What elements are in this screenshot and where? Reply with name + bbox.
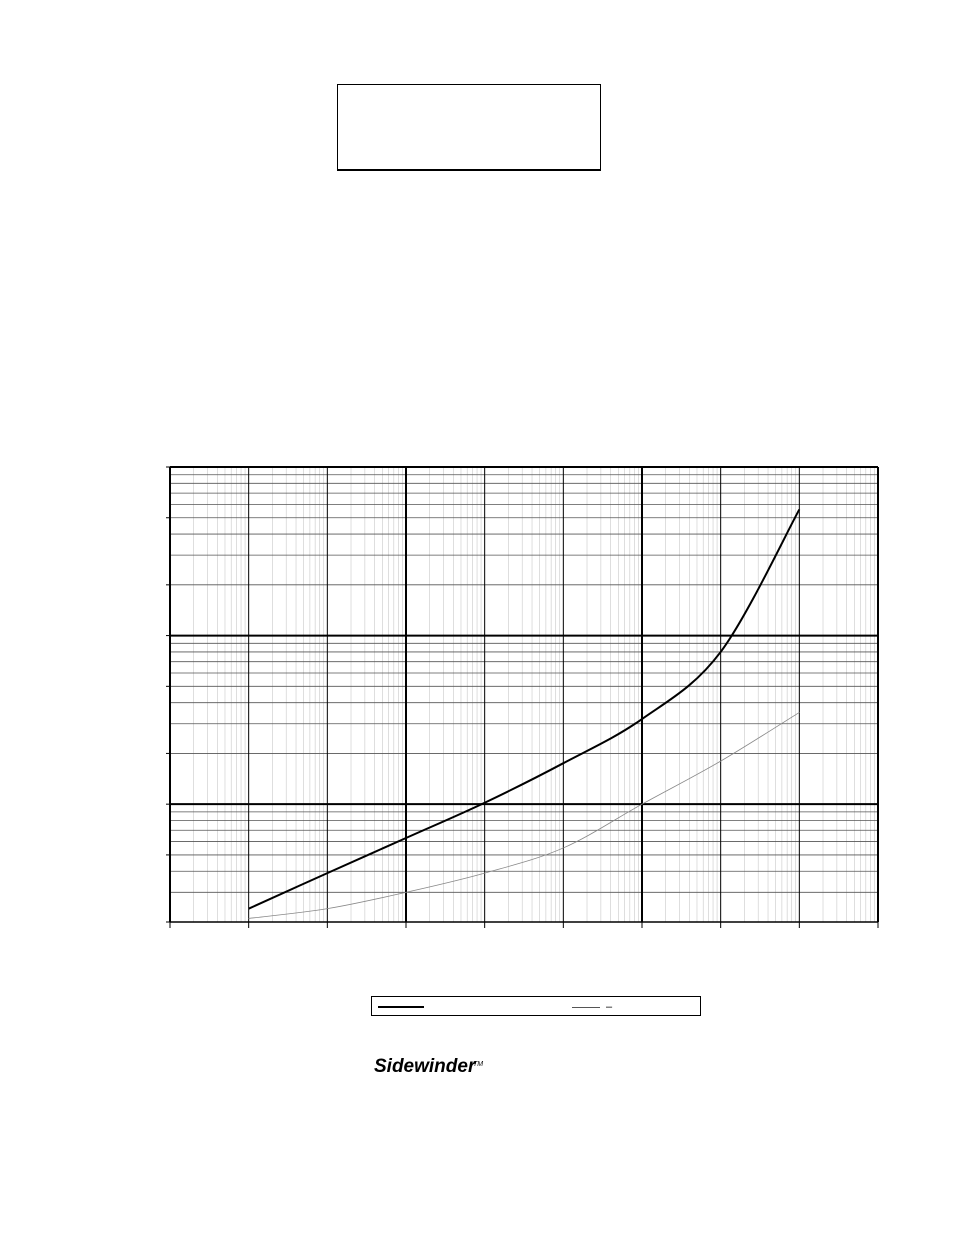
legend-swatch-primary [378, 1006, 424, 1008]
logo-trademark: TM [473, 1061, 484, 1068]
legend-item-secondary [572, 1000, 612, 1014]
minor-grid [170, 467, 878, 922]
legend [371, 996, 701, 1016]
logo-text: Sidewinder [374, 1056, 476, 1077]
series-line-secondary [249, 712, 800, 918]
legend-item-primary [378, 1000, 430, 1014]
major-grid [170, 467, 878, 922]
series-line-primary [249, 509, 800, 908]
legend-swatch-secondary [572, 1007, 600, 1008]
legend-label-secondary: – [606, 1001, 613, 1013]
sidewinder-logo [372, 1052, 492, 1078]
series-lines [249, 509, 800, 918]
